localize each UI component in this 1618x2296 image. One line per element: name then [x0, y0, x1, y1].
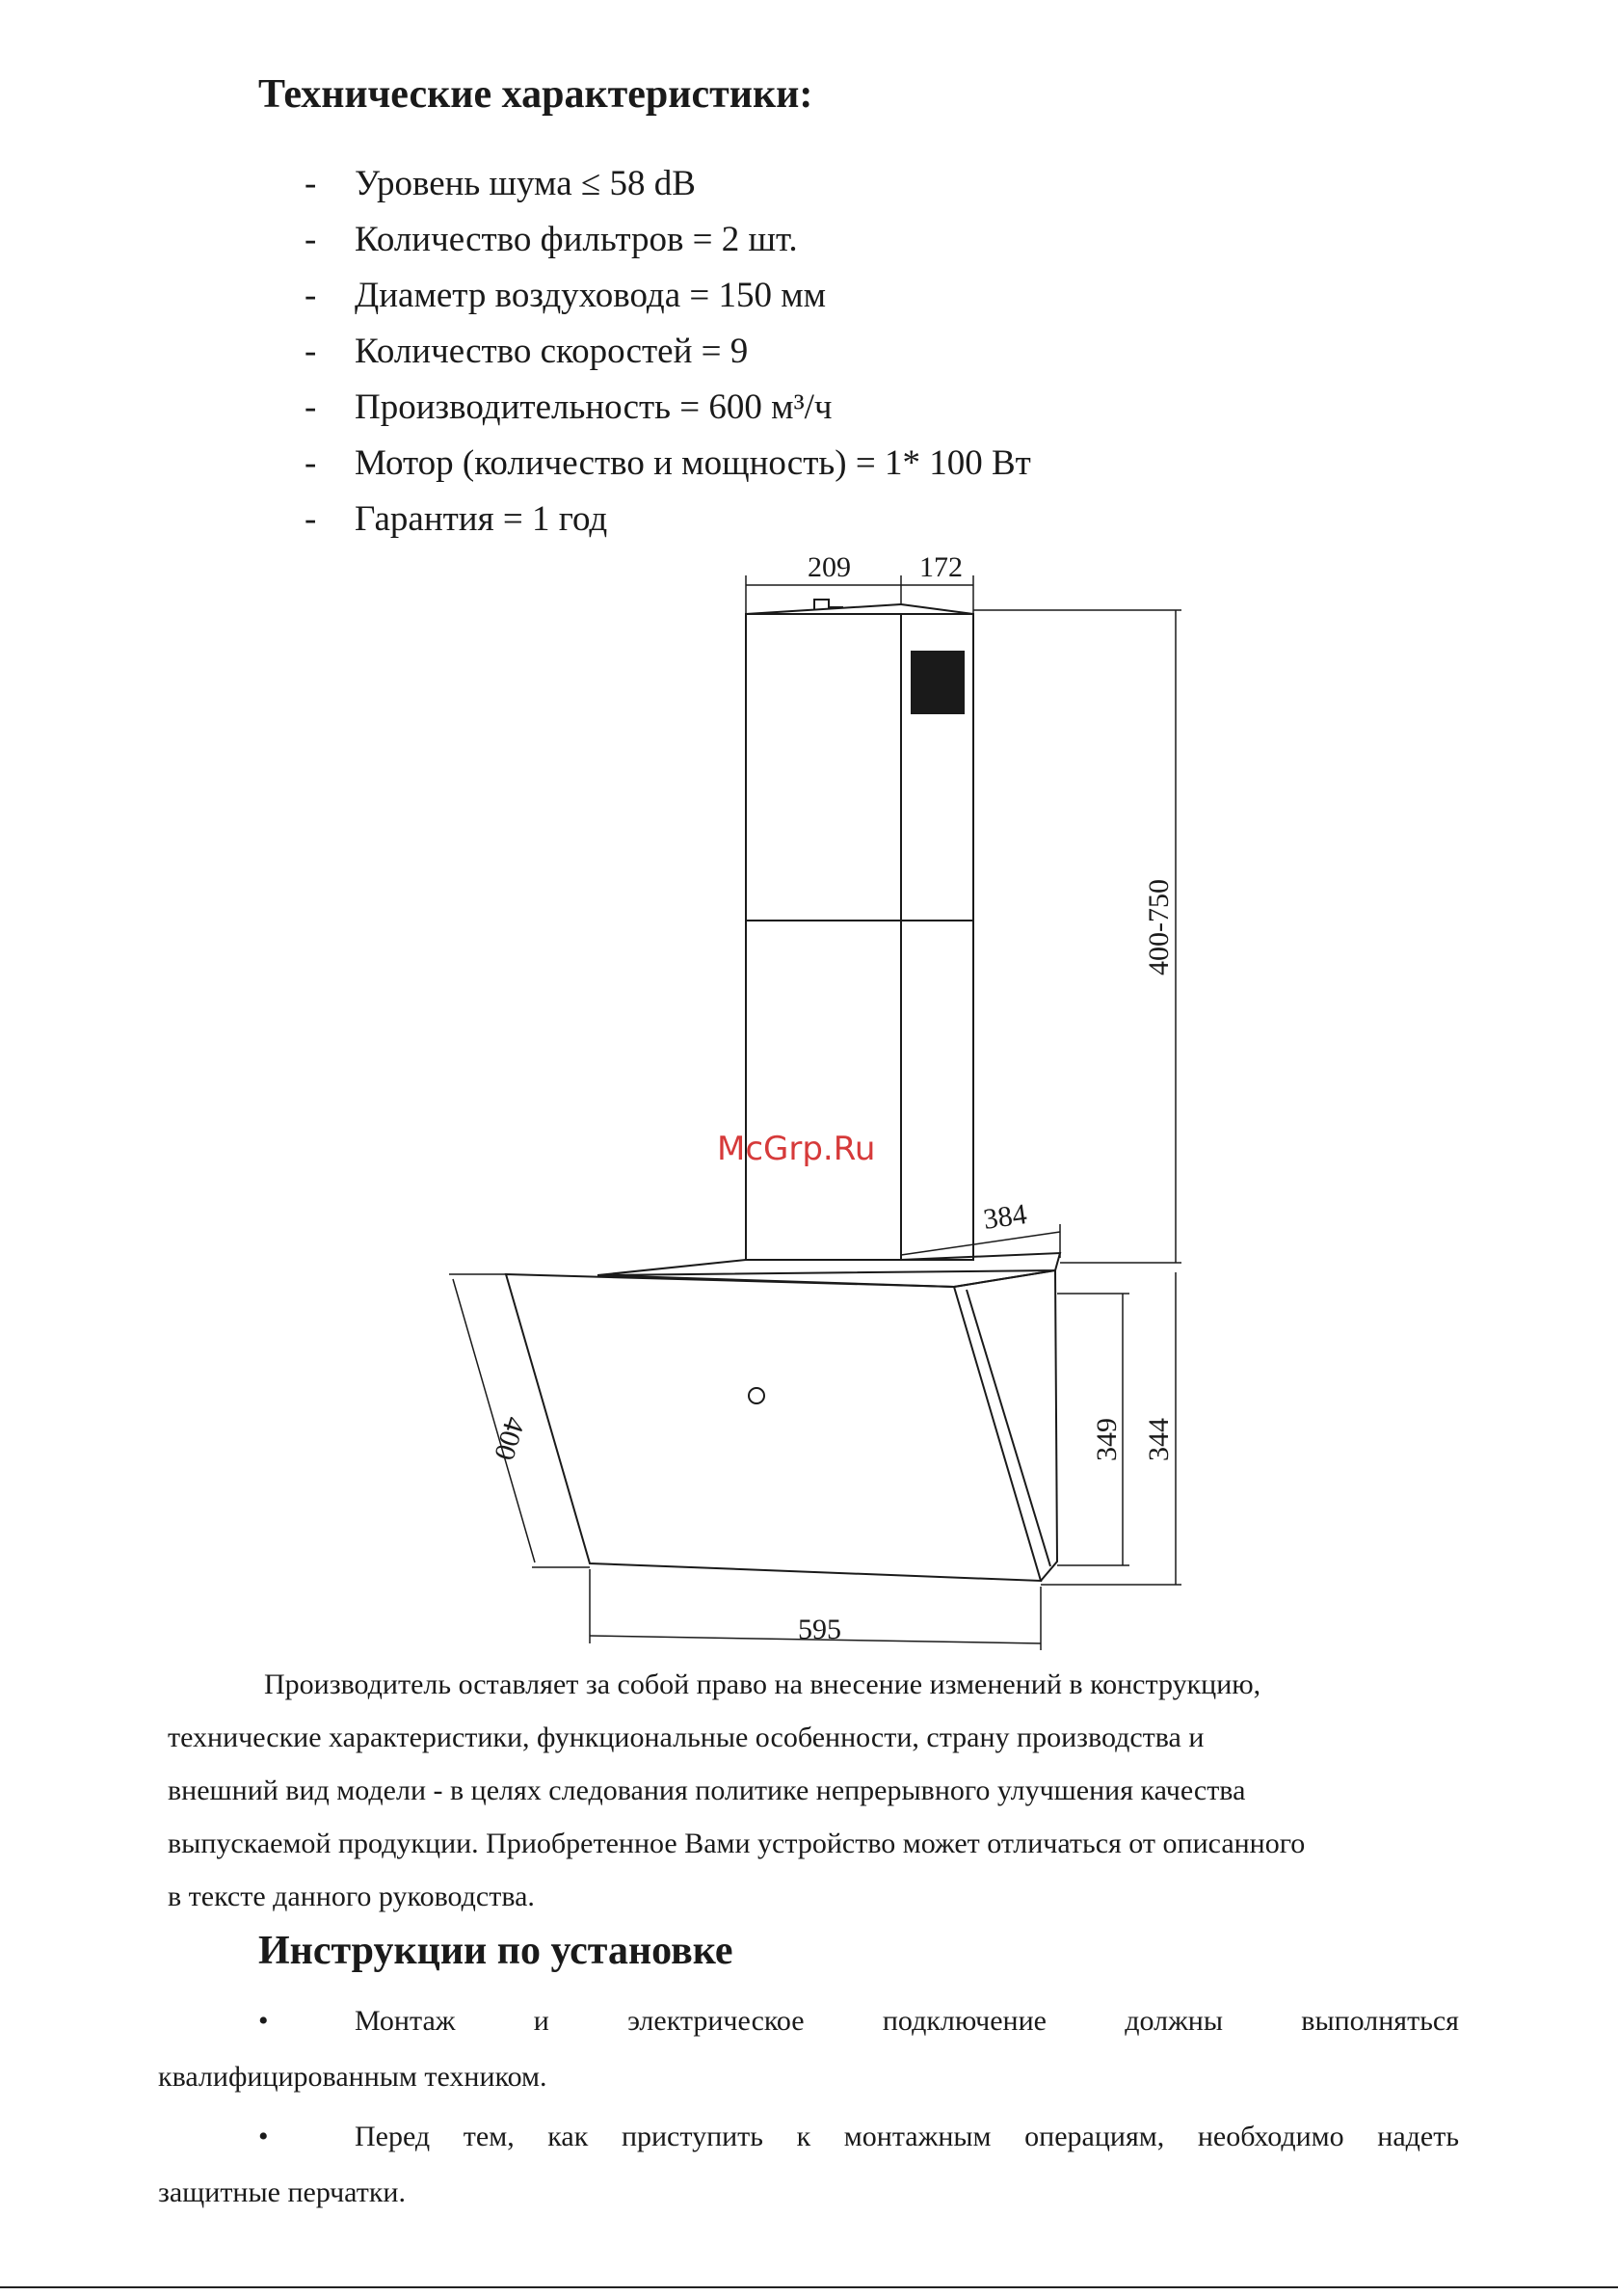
- disclaimer-line: внешний вид модели - в целях следования политике непрерывного улучшения качества: [168, 1775, 1246, 1806]
- disclaimer-line: в тексте данного руководства.: [168, 1881, 535, 1912]
- dash-marker: -: [305, 276, 317, 315]
- chimney-top-back: [746, 604, 901, 614]
- dim-209: 209: [808, 551, 851, 583]
- disclaimer: [168, 1658, 1459, 1923]
- dash-marker: -: [305, 499, 317, 539]
- spec-text: Уровень шума ≤ 58 dB: [355, 164, 696, 203]
- footer-rule: [0, 2286, 1618, 2288]
- dash-marker: -: [305, 387, 317, 427]
- bullet-marker: •: [258, 2005, 269, 2037]
- spec-text: Диаметр воздуховода = 150 мм: [355, 276, 827, 315]
- dim-line: [901, 1232, 1060, 1255]
- install-title: Инструкции по установке: [258, 1929, 733, 1973]
- install-text: Монтаж и электрическое подключение должны выполняться: [355, 2005, 1459, 2037]
- spec-text: Гарантия = 1 год: [355, 499, 608, 539]
- chimney-top-back: [901, 604, 973, 614]
- watermark: McGrp.Ru: [717, 1130, 876, 1168]
- dash-marker: -: [305, 443, 317, 483]
- side-body-edge: [967, 1290, 1050, 1566]
- dash-marker: -: [305, 164, 317, 203]
- disclaimer-line: технические характеристики, функциональные особенности, страну производства и: [168, 1722, 1205, 1753]
- bullet-marker: •: [258, 2121, 269, 2152]
- dim-172: 172: [919, 551, 963, 583]
- spec-text: Количество фильтров = 2 шт.: [355, 220, 798, 259]
- dash-marker: -: [305, 332, 317, 371]
- install-item: [158, 2109, 1459, 2221]
- control-button: [749, 1388, 764, 1403]
- spec-text: Производительность = 600 м³/ч: [355, 387, 833, 427]
- vent-grille: [912, 652, 964, 713]
- canopy-top: [597, 1253, 1060, 1275]
- disclaimer-line: Производитель оставляет за собой право на внесение изменений в конструкцию,: [264, 1669, 1261, 1700]
- dim-384: 384: [981, 1197, 1029, 1236]
- dim-349: 349: [1091, 1418, 1123, 1461]
- install-text-continued: защитные перчатки.: [158, 2176, 406, 2208]
- install-item: [158, 1993, 1459, 2105]
- dim-400: 400: [488, 1412, 531, 1464]
- chimney-bracket: [814, 600, 829, 609]
- dim-595: 595: [798, 1614, 841, 1645]
- install-line: [158, 2109, 1459, 2165]
- dash-marker: -: [305, 220, 317, 259]
- spec-text: Количество скоростей = 9: [355, 332, 749, 371]
- spec-text: Мотор (количество и мощность) = 1* 100 Вт: [355, 443, 1031, 483]
- install-text: Перед тем, как приступить к монтажным операциям, необходимо надеть: [355, 2121, 1459, 2152]
- disclaimer-line: выпускаемой продукции. Приобретенное Вами устройство может отличаться от описанного: [168, 1828, 1306, 1859]
- dim-344: 344: [1143, 1418, 1175, 1461]
- dim-400-750: 400-750: [1143, 879, 1175, 975]
- install-line: [158, 1993, 1459, 2049]
- specs-title: Технические характеристики:: [258, 72, 813, 117]
- glass-panel: [506, 1274, 1041, 1581]
- install-text-continued: квалифицированным техником.: [158, 2061, 547, 2093]
